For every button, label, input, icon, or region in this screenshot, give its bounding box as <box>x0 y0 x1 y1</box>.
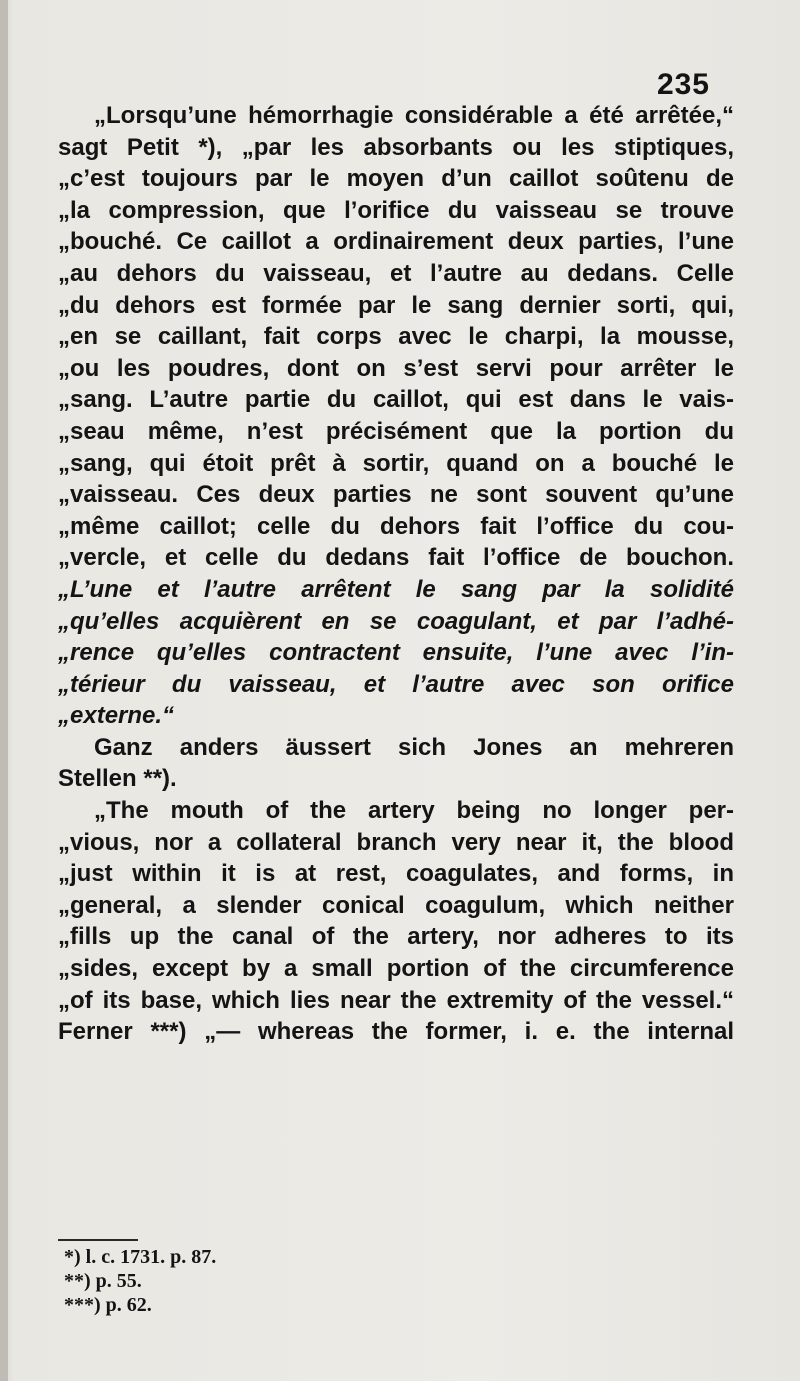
text-line-italic: „qu’elles acquièrent en se coagulant, et par l’adhé- <box>58 607 734 635</box>
text-line: „bouché. Ce caillot a ordinairement deux parties, l’une <box>58 228 734 256</box>
text-line: „The mouth of the artery being no longer per- <box>94 797 734 825</box>
text-line: „sides, except by a small portion of the circumference <box>58 955 734 983</box>
text-line: „seau même, n’est précisément que la portion du <box>58 417 734 445</box>
text-line: Ferner ***) „— whereas the former, i. e. the internal <box>58 1018 734 1046</box>
body-text <box>58 100 734 1048</box>
footnote: *) l. c. 1731. p. 87. <box>64 1246 217 1268</box>
footnote-divider <box>58 1239 138 1241</box>
text-line: „ou les poudres, dont on s’est servi pour arrêter le <box>58 354 734 382</box>
text-line: „au dehors du vaisseau, et l’autre au dedans. Celle <box>58 259 734 287</box>
text-line: „la compression, que l’orifice du vaisseau se trouve <box>58 196 734 224</box>
footnote: ***) p. 62. <box>64 1294 152 1316</box>
text-line-italic: „externe.“ <box>58 702 175 730</box>
page-gutter <box>0 0 8 1381</box>
text-line: „general, a slender conical coagulum, which neither <box>58 891 734 919</box>
text-line: sagt Petit *), „par les absorbants ou les stiptiques, <box>58 133 734 161</box>
text-line: „vaisseau. Ces deux parties ne sont souvent qu’une <box>58 481 734 509</box>
text-line: „vious, nor a collateral branch very near it, the blood <box>58 828 734 856</box>
page-number: 235 <box>656 68 710 101</box>
text-line: „Lorsqu’une hémorrhagie considérable a été arrêtée,“ <box>94 102 734 129</box>
text-line-italic: „rence qu’elles contractent ensuite, l’une avec l’in- <box>58 639 734 667</box>
text-line: „fills up the canal of the artery, nor adheres to its <box>58 923 734 951</box>
text-line: „même caillot; celle du dehors fait l’office du cou- <box>58 512 734 540</box>
text-line: „vercle, et celle du dedans fait l’office de bouchon. <box>58 544 734 572</box>
text-line: „du dehors est formée par le sang dernier sorti, qui, <box>58 291 734 319</box>
text-line: „c’est toujours par le moyen d’un caillot soûtenu de <box>58 165 734 193</box>
text-line: Ganz anders äussert sich Jones an mehreren <box>94 733 734 761</box>
text-line: „sang. L’autre partie du caillot, qui est dans le vais- <box>58 386 734 414</box>
text-line: „sang, qui étoit prêt à sortir, quand on a bouché le <box>58 449 734 477</box>
text-line: „en se caillant, fait corps avec le charpi, la mousse, <box>58 323 734 351</box>
text-line-italic: „L’une et l’autre arrêtent le sang par la solidité <box>58 575 734 603</box>
text-line: „of its base, which lies near the extremity of the vessel.“ <box>58 986 734 1014</box>
text-line-italic: „térieur du vaisseau, et l’autre avec son orifice <box>58 670 734 698</box>
footnote: **) p. 55. <box>64 1270 142 1292</box>
footnotes <box>64 1245 216 1317</box>
text-line: Stellen **). <box>58 765 177 793</box>
text-line: „just within it is at rest, coagulates, and forms, in <box>58 860 734 888</box>
